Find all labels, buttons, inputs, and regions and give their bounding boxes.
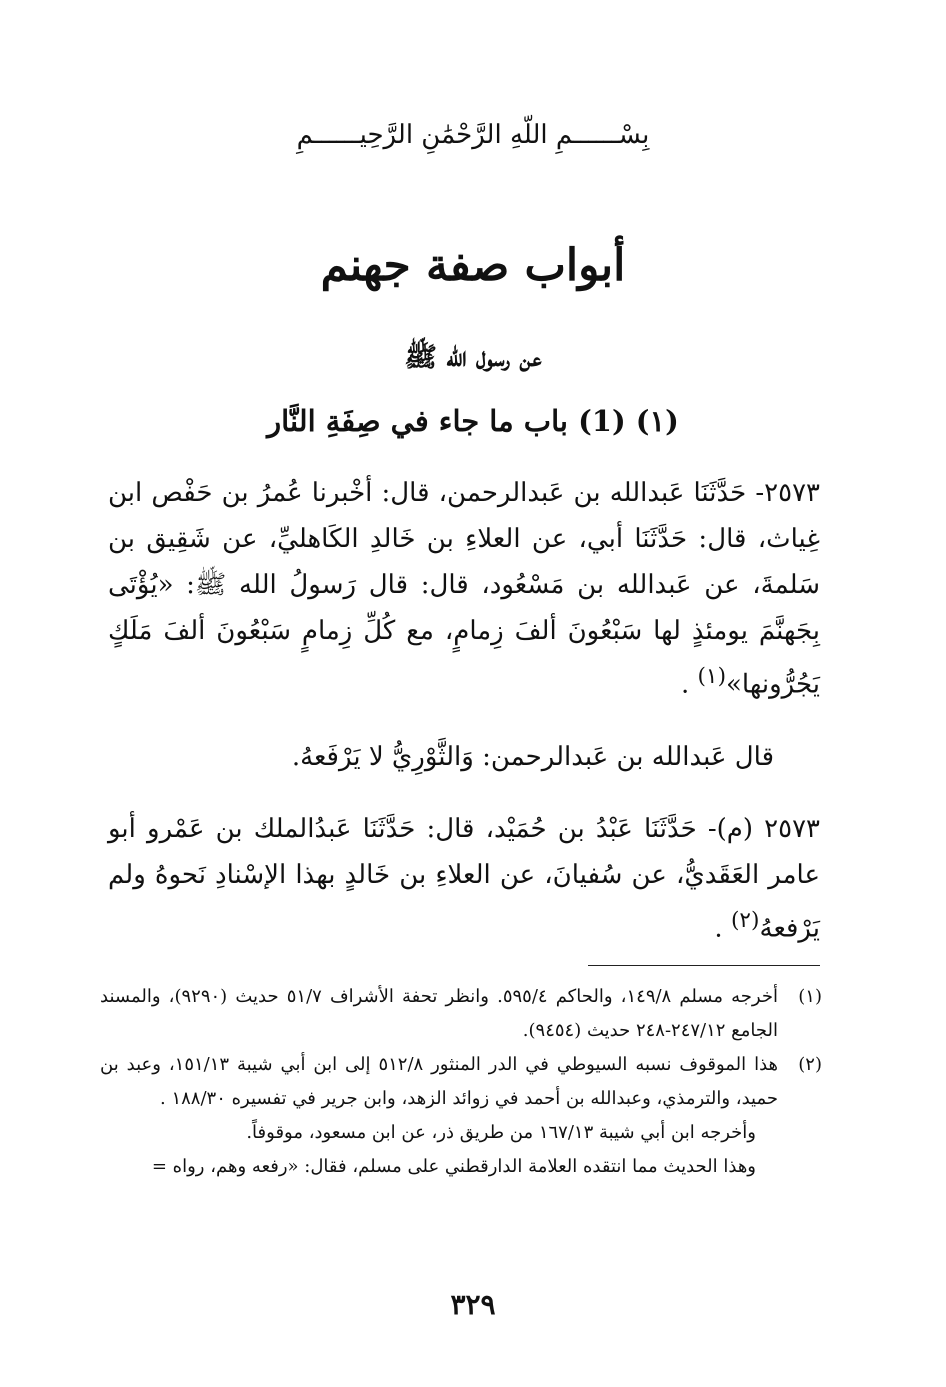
chapter-title: أبواب صفة جهنم [320, 240, 626, 291]
footnote-1-text: أخرجه مسلم ١٤٩/٨، والحاكم ٥٩٥/٤. وانظر تحفة الأشراف ٥١/٧ حديث (٩٢٩٠)، والمسند الجامع ٢٤٧/١٢-٢٤٨ حديث (٩٤٥٤). [100, 986, 778, 1041]
footnote-ref-1: (١) [697, 664, 727, 689]
footnote-2-continuation-1: وأخرجه ابن أبي شيبة ١٦٧/١٣ من طريق ذر، عن ابن مسعود، موقوفاً. [246, 1122, 756, 1143]
page-number: ٣٢٩ [450, 1288, 496, 1321]
footnote-2 [100, 1048, 822, 1116]
main-text [108, 470, 820, 977]
footnote-separator [588, 965, 820, 966]
hadith-paragraph-1 [108, 470, 820, 708]
footnote-2-text: هذا الموقوف نسبه السيوطي في الدر المنثور ٥١٢/٨ إلى ابن أبي شيبة ١٥١/١٣، وعبد بن حميد، والترمذي، وعبدالله بن أحمد في زوائد الزهد، وابن جرير في تفسيره ١٨٨/٣٠ . [100, 1054, 779, 1109]
hadith-paragraph-2 [108, 806, 820, 952]
statement-paragraph: قال عَبدالله بن عَبدالرحمن: وَالثَّوْرِيُّ لا يَرْفَعهُ. [291, 741, 774, 772]
hadith-1-text: ٢٥٧٣- حَدَّثَنَا عَبدالله بن عَبدالرحمن، قال: أخْبرنا عُمرُ بن حَفْص ابن غِياث، قال: حَدَّثَنَا أبي، عن العلاءِ بن خَالدِ الكَاهليِّ، عن شَقِيق بن سَلمةَ، عن عَبدالله بن مَسْعُود، قال: قال رَسولُ الله ﷺ: «يُؤْتَى بِجَهنَّمَ يومئذٍ لها سَبْعُونَ ألفَ زِمامٍ، مع كُلِّ زِمامٍ سَبْعُونَ ألفَ مَلَكٍ يَجُرُّونها» [108, 478, 820, 700]
hadith-2-text: ٢٥٧٣ (م)- حَدَّثَنَا عَبْدُ بن حُمَيْد، قال: حَدَّثَنَا عَبدُالملك بن عَمْرو أبو عامر العَقَديُّ، عن سُفيانَ، عن العلاءِ بن خَالدٍ بهذا الإسْنادِ نَحوهُ ولم يَرْفعهُ [108, 813, 820, 944]
footnote-ref-2: (٢) [730, 907, 760, 933]
footnotes [100, 980, 822, 1184]
hadith-2-end: . [714, 913, 731, 944]
basmala-header: بِسْــــــمِ اللّهِ الرَّحْمَٰنِ الرَّحِيــــــمِ [296, 120, 650, 150]
footnote-2-number: (٢) [798, 1054, 822, 1075]
section-heading: (١) (1) باب ما جاء في صِفَةِ النَّار [267, 404, 679, 438]
chapter-subtitle: عن رسول الله ﷺ [404, 342, 542, 373]
footnote-2-continuation-2: وهذا الحديث مما انتقده العلامة الدارقطني على مسلم، فقال: «رفعه وهم، رواه = [151, 1156, 756, 1177]
footnote-1-number: (١) [798, 986, 822, 1007]
footnote-1 [100, 980, 822, 1048]
hadith-1-end: . [680, 669, 698, 700]
